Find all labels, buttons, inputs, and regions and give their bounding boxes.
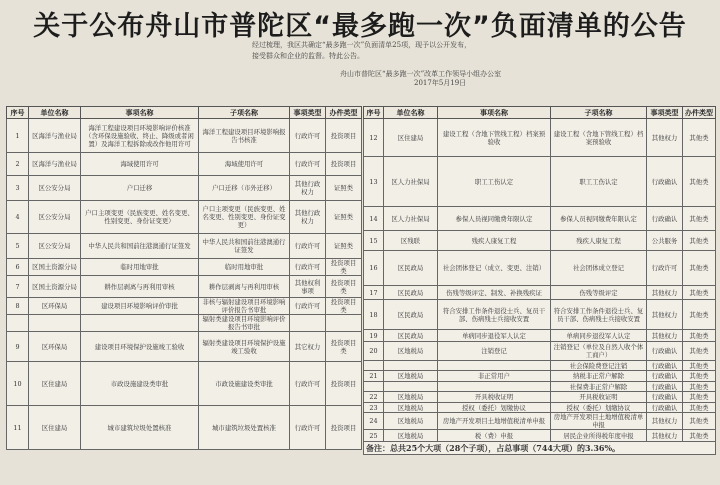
cell-sub-item: 耕作层剥离与再利用审核	[199, 276, 290, 298]
cell-item-type: 行政许可	[290, 119, 326, 153]
cell-item: 建设项目环境保护设施竣工验收	[81, 332, 199, 362]
cell-case-type: 投资项目	[326, 119, 362, 153]
cell-case-type: 投资项目类	[326, 276, 362, 298]
cell-item: 单病同步退役军人认定	[438, 330, 551, 342]
cell-sub-item: 市政设施建设类审批	[199, 362, 290, 406]
cell-item-type: 行政确认	[647, 403, 683, 413]
cell-item-type: 公共服务	[647, 231, 683, 251]
cell-unit: 区人力社保局	[384, 207, 438, 231]
issue-date: 2017年5月19日	[414, 79, 467, 87]
cell-case-type	[326, 315, 362, 332]
cell-sub-item: 参保人员视同缴费年限认定	[551, 207, 647, 231]
cell-no: 15	[364, 231, 384, 251]
cell-item-type: 其他权力	[647, 330, 683, 342]
cell-no	[364, 361, 384, 371]
cell-item: 中华人民共和国前往港澳通行证签发	[81, 234, 199, 259]
cell-no: 13	[364, 157, 384, 207]
cell-no: 18	[364, 300, 384, 330]
cell-no: 23	[364, 403, 384, 413]
cell-case-type: 投资项目	[326, 153, 362, 176]
table-row	[7, 119, 362, 153]
cell-no: 10	[7, 362, 29, 406]
cell-unit	[384, 361, 438, 371]
table-row	[364, 342, 716, 361]
cell-case-type: 其他类	[683, 361, 716, 371]
table-row	[364, 430, 716, 442]
cell-item: 授权（委托）划缴协议	[438, 403, 551, 413]
cell-unit: 区住建局	[29, 406, 81, 450]
cell-no: 3	[7, 176, 29, 201]
cell-unit: 区地税局	[384, 430, 438, 442]
cell-item-type: 行政确认	[647, 382, 683, 392]
table-row	[364, 119, 716, 157]
cell-case-type: 证照类	[326, 201, 362, 234]
header-item: 事项名称	[438, 107, 551, 119]
cell-item-type: 其他权力	[647, 286, 683, 300]
cell-case-type: 投资项目	[326, 406, 362, 450]
table-row	[7, 406, 362, 450]
cell-sub-item: 建设工程（含地下管线工程）档案预验收	[551, 119, 647, 157]
cell-unit: 区地税局	[384, 371, 438, 382]
header-no: 序号	[7, 107, 29, 119]
cell-case-type: 其他类	[683, 207, 716, 231]
cell-item-type: 其他行政权力	[290, 176, 326, 201]
cell-sub-item: 辐射类建设项目环境影响评价报告书审批	[199, 315, 290, 332]
cell-item: 开具税收证明	[438, 392, 551, 403]
cell-case-type: 其他类	[683, 371, 716, 382]
cell-no: 2	[7, 153, 29, 176]
cell-sub-item: 非核与辐射建设项目环境影响评价报告书审批	[199, 298, 290, 315]
cell-case-type: 投资项目	[326, 362, 362, 406]
cell-sub-item: 户口主项变更（民族变更、姓名变更、性别变更、身份证变更）	[199, 201, 290, 234]
cell-case-type: 其他类	[683, 403, 716, 413]
cell-item-type: 其他权力	[647, 300, 683, 330]
cell-item-type: 行政许可	[290, 298, 326, 315]
cell-item: 建设项目环境影响评价审批	[81, 298, 199, 315]
cell-item-type: 行政许可	[290, 362, 326, 406]
cell-item: 参保人员视同缴费年限认定	[438, 207, 551, 231]
intro-text: 经过梳理，我区共确定“最多跑一次”负面清单25项，现予以公开发布，接受群众和企业的监督。特此公告。	[252, 41, 472, 60]
cell-unit: 区地税局	[384, 342, 438, 361]
table-row	[364, 392, 716, 403]
cell-unit: 区环保局	[29, 298, 81, 315]
table-row	[364, 300, 716, 330]
cell-case-type: 其他类	[683, 119, 716, 157]
cell-case-type: 其他类	[683, 286, 716, 300]
header-no: 序号	[364, 107, 384, 119]
cell-item-type: 其他权利事项	[290, 276, 326, 298]
table-row	[364, 207, 716, 231]
table-row	[7, 176, 362, 201]
cell-item: 建设工程（含地下管线工程）档案预验收	[438, 119, 551, 157]
cell-unit: 区民政局	[384, 300, 438, 330]
issuer-name: 舟山市普陀区“最多跑一次”改革工作领导小组办公室	[340, 70, 502, 78]
cell-item	[438, 361, 551, 371]
cell-item-type: 行政许可	[290, 234, 326, 259]
cell-item-type: 其他权力	[647, 413, 683, 430]
table-row	[7, 276, 362, 298]
cell-no: 5	[7, 234, 29, 259]
cell-unit: 区海洋与渔业局	[29, 153, 81, 176]
cell-case-type: 其他类	[683, 430, 716, 442]
cell-sub-item: 辐射类建设项目环境保护设施竣工验收	[199, 332, 290, 362]
cell-item-type: 行政许可	[647, 251, 683, 286]
cell-item: 城市建筑垃圾处置核准	[81, 406, 199, 450]
cell-sub-item: 城市建筑垃圾处置核准	[199, 406, 290, 450]
table-row	[7, 259, 362, 276]
cell-item-type: 行政确认	[647, 207, 683, 231]
cell-no: 24	[364, 413, 384, 430]
cell-no: 8	[7, 298, 29, 315]
cell-sub-item: 职工工伤认定	[551, 157, 647, 207]
table-row	[7, 153, 362, 176]
cell-item: 临时用地审批	[81, 259, 199, 276]
header-item: 事项名称	[81, 107, 199, 119]
header-case-type: 办件类型	[326, 107, 362, 119]
cell-unit: 区地税局	[384, 403, 438, 413]
cell-sub-item: 伤残等级评定	[551, 286, 647, 300]
table-row	[7, 234, 362, 259]
cell-unit: 区民政局	[384, 330, 438, 342]
table-row	[7, 201, 362, 234]
cell-case-type: 其他类	[683, 231, 716, 251]
table-row	[364, 330, 716, 342]
issuer-block	[340, 70, 580, 88]
cell-unit: 区海洋与渔业局	[29, 119, 81, 153]
cell-sub-item: 符合安排工作条件退役士兵、复员干部、伤病残士兵接收安置	[551, 300, 647, 330]
cell-sub-item: 授权（委托）划缴协议	[551, 403, 647, 413]
table-row	[7, 315, 362, 332]
cell-no	[7, 315, 29, 332]
cell-item: 非正常用户	[438, 371, 551, 382]
cell-sub-item: 社会团体成立登记	[551, 251, 647, 286]
cell-item: 符合安排工作条件退役士兵、复员干部、伤病残士兵接收安置	[438, 300, 551, 330]
cell-item: 海域使用许可	[81, 153, 199, 176]
cell-unit: 区民政局	[384, 251, 438, 286]
cell-item	[438, 382, 551, 392]
table-row	[7, 298, 362, 315]
cell-item-type: 行政许可	[290, 406, 326, 450]
header-case-type: 办件类型	[683, 107, 716, 119]
cell-sub-item: 居民企业所得税年度申报	[551, 430, 647, 442]
cell-unit: 区地税局	[384, 392, 438, 403]
cell-sub-item: 海洋工程建设项目环境影响报告书核准	[199, 119, 290, 153]
cell-item-type: 行政确认	[647, 361, 683, 371]
cell-item-type: 行政许可	[290, 153, 326, 176]
cell-unit: 区国土资源分局	[29, 259, 81, 276]
cell-unit: 区公安分局	[29, 234, 81, 259]
table-row	[364, 413, 716, 430]
cell-item-type	[290, 315, 326, 332]
cell-item: 房地产开发项目土地增值税清单申报	[438, 413, 551, 430]
cell-unit: 区公安分局	[29, 176, 81, 201]
cell-unit: 区住建局	[384, 119, 438, 157]
cell-case-type: 投资项目类	[326, 332, 362, 362]
cell-sub-item: 残疾人康复工程	[551, 231, 647, 251]
table-header-row	[364, 107, 716, 119]
cell-case-type: 其他类	[683, 392, 716, 403]
cell-no: 12	[364, 119, 384, 157]
cell-sub-item: 户口迁移（市外迁移）	[199, 176, 290, 201]
page-title: 关于公布舟山市普陀区“最多跑一次”负面清单的公告	[33, 11, 687, 42]
cell-item-type: 行政确认	[647, 157, 683, 207]
table-row	[7, 332, 362, 362]
cell-sub-item: 社会保险费登记注销	[551, 361, 647, 371]
cell-unit	[384, 382, 438, 392]
cell-unit: 区公安分局	[29, 201, 81, 234]
cell-case-type: 其他类	[683, 413, 716, 430]
cell-no: 11	[7, 406, 29, 450]
cell-no	[364, 382, 384, 392]
cell-no: 4	[7, 201, 29, 234]
cell-sub-item: 中华人民共和国前往港澳通行证签发	[199, 234, 290, 259]
cell-no: 25	[364, 430, 384, 442]
table-row	[364, 157, 716, 207]
cell-case-type: 证照类	[326, 176, 362, 201]
cell-item: 社会团体登记（成立、变更、注销）	[438, 251, 551, 286]
cell-no: 9	[7, 332, 29, 362]
cell-unit: 区民政局	[384, 286, 438, 300]
cell-no: 17	[364, 286, 384, 300]
cell-case-type: 投资项目类	[326, 298, 362, 315]
cell-no: 21	[364, 371, 384, 382]
cell-case-type: 证照类	[326, 234, 362, 259]
header-item-type: 事项类型	[647, 107, 683, 119]
cell-case-type: 投资项目类	[326, 259, 362, 276]
cell-no: 14	[364, 207, 384, 231]
cell-no: 7	[7, 276, 29, 298]
note-row	[364, 442, 716, 455]
cell-no: 19	[364, 330, 384, 342]
cell-unit: 区地税局	[384, 413, 438, 430]
header-sub-item: 子项名称	[199, 107, 290, 119]
cell-item: 户口主项变更（民族变更、姓名变更、性别变更、身份证变更）	[81, 201, 199, 234]
cell-item-type: 行政确认	[647, 342, 683, 361]
table-row	[364, 231, 716, 251]
cell-sub-item: 海域使用许可	[199, 153, 290, 176]
cell-case-type: 其他类	[683, 157, 716, 207]
cell-item-type: 行政确认	[647, 371, 683, 382]
cell-unit: 区人力社保局	[384, 157, 438, 207]
header-sub-item: 子项名称	[551, 107, 647, 119]
cell-sub-item: 开具税收证明	[551, 392, 647, 403]
cell-no: 6	[7, 259, 29, 276]
cell-item: 职工工伤认定	[438, 157, 551, 207]
cell-sub-item: 社保费非正常户解除	[551, 382, 647, 392]
table-header-row	[7, 107, 362, 119]
cell-no: 1	[7, 119, 29, 153]
cell-unit: 区环保局	[29, 332, 81, 362]
cell-case-type: 其他类	[683, 251, 716, 286]
cell-no: 20	[364, 342, 384, 361]
cell-sub-item: 纳税非正常户解除	[551, 371, 647, 382]
cell-item: 残疾人康复工程	[438, 231, 551, 251]
table-row	[7, 362, 362, 406]
cell-no: 22	[364, 392, 384, 403]
cell-case-type: 其他类	[683, 300, 716, 330]
cell-unit: 区住建局	[29, 362, 81, 406]
header-unit: 单位名称	[384, 107, 438, 119]
header-item-type: 事项类型	[290, 107, 326, 119]
cell-case-type: 其他类	[683, 342, 716, 361]
table-row	[364, 382, 716, 392]
cell-item: 市政设施建设类审批	[81, 362, 199, 406]
cell-item-type: 行政确认	[647, 392, 683, 403]
cell-sub-item: 临时用地审批	[199, 259, 290, 276]
cell-unit: 区国土资源分局	[29, 276, 81, 298]
cell-sub-item: 注销登记（单位及自然人收个体工商户）	[551, 342, 647, 361]
cell-item: 税（费）申报	[438, 430, 551, 442]
negative-list-table-right	[363, 106, 716, 455]
cell-case-type: 其他类	[683, 330, 716, 342]
cell-unit	[29, 315, 81, 332]
cell-item: 伤残等级评定、制发、补换残疾证	[438, 286, 551, 300]
cell-item-type: 其他行政权力	[290, 201, 326, 234]
cell-item: 注销登记	[438, 342, 551, 361]
cell-item: 耕作层剥离与再利用审核	[81, 276, 199, 298]
table-row	[364, 371, 716, 382]
table-row	[364, 251, 716, 286]
cell-item: 户口迁移	[81, 176, 199, 201]
negative-list-table-left	[6, 106, 362, 450]
header-unit: 单位名称	[29, 107, 81, 119]
cell-item-type: 其他权力	[647, 430, 683, 442]
table-note: 备注：总共25个大项（28个子项），占总事项（744大项）的3.36%。	[364, 442, 716, 455]
cell-item: 海洋工程建设项目环境影响评价核准（含环保设施验收、终止、降级或者闲置）及海洋工程拆除或改作他用许可	[81, 119, 199, 153]
cell-sub-item: 单病同步退役军人认定	[551, 330, 647, 342]
table-row	[364, 286, 716, 300]
cell-case-type: 其他类	[683, 382, 716, 392]
cell-sub-item: 房地产开发项目土地增值税清单申报	[551, 413, 647, 430]
cell-unit: 区残联	[384, 231, 438, 251]
cell-no: 16	[364, 251, 384, 286]
table-row	[364, 361, 716, 371]
cell-item-type: 其它权力	[290, 332, 326, 362]
cell-item-type: 其他权力	[647, 119, 683, 157]
table-row	[364, 403, 716, 413]
cell-item-type: 行政许可	[290, 259, 326, 276]
cell-item	[81, 315, 199, 332]
